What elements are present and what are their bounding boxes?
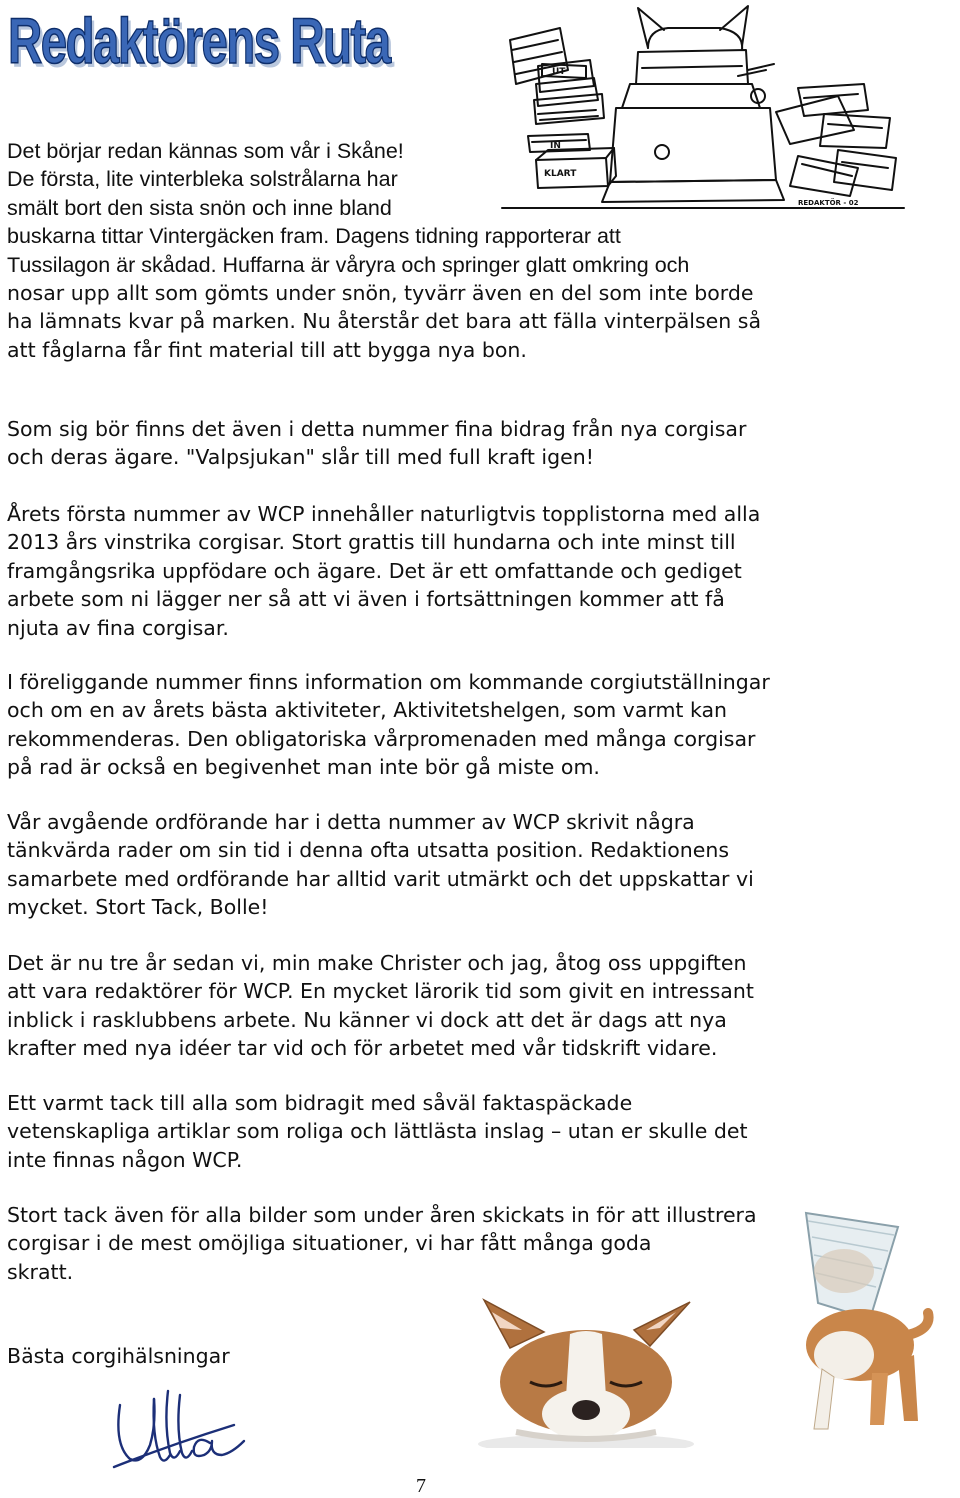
page-title: Redaktörens Ruta — [8, 5, 390, 77]
paragraph-1-line-2: De första, lite vinterbleka solstrålarna har — [7, 167, 398, 192]
paragraph-6-line-1: Det är nu tre år sedan vi, min make Christer och jag, åtog oss uppgiften — [7, 951, 747, 975]
paragraph-4-line-2: och om en av årets bästa aktiviteter, Aktivitetshelgen, som varmt kan — [7, 698, 728, 723]
paragraph-3-line-2: 2013 års vinstrika corgisar. Stort grattis till hundarna och inte minst till — [7, 530, 736, 555]
sleeping-corgi-photo — [470, 1298, 702, 1448]
paragraph-6 — [7, 949, 754, 1063]
paragraph-3-line-4: arbete som ni lägger ner så att vi även i fortsättningen kommer att få — [7, 587, 725, 612]
paragraph-3-line-3: framgångsrika uppfödare och ägare. Det är ett omfattande och gediget — [7, 558, 742, 583]
paragraph-5-line-3: samarbete med ordförande har alltid varit utmärkt och det uppskattar vi — [7, 866, 754, 891]
paragraph-6-line-4: krafter med nya idéer tar vid och för arbetet med vår tidskrift vidare. — [7, 1036, 718, 1061]
paragraph-5-line-1: Vår avgående ordförande har i detta nummer av WCP skrivit några — [7, 810, 695, 834]
paragraph-3-line-1: Årets första nummer av WCP innehåller naturligtvis topplistorna med alla — [7, 502, 761, 526]
paragraph-8-line-1: Stort tack även för alla bilder som under åren skickats in för att illustrera — [7, 1203, 757, 1227]
paragraph-1-line-8: att fåglarna får fint material till att bygga nya bon. — [7, 337, 527, 362]
closing-greeting: Bästa corgihälsningar — [7, 1344, 230, 1368]
paragraph-6-line-2: att vara redaktörer för WCP. En mycket lärorik tid som givit en intressant — [7, 979, 754, 1004]
signature-ulla — [110, 1385, 250, 1475]
paragraph-7 — [7, 1089, 748, 1174]
tray-label-in: IN — [550, 141, 561, 151]
paragraph-5-line-2: tänkvärda rader om sin tid i denna ofta utsatta position. Redaktionens — [7, 838, 730, 863]
page-number: 7 — [416, 1475, 426, 1497]
paragraph-1-line-7: ha lämnats kvar på marken. Nu återstår det bara att fälla vinterpälsen så — [7, 309, 762, 334]
paragraph-5-line-4: mycket. Stort Tack, Bolle! — [7, 895, 269, 920]
paragraph-8-line-2: corgisar i de mest omöjliga situationer, vi har fått många goda — [7, 1231, 652, 1256]
paragraph-1-line-6: nosar upp allt som gömts under snön, tyvärr även en del som inte borde — [7, 281, 754, 306]
paragraph-8-line-3: skratt. — [7, 1259, 74, 1284]
paragraph-4-line-3: rekommenderas. Den obligatoriska vårpromenaden med många corgisar — [7, 726, 756, 751]
illustration-caption: REDAKTÖR - 02 — [798, 199, 859, 207]
paragraph-7-line-2: vetenskapliga artiklar som roliga och lättlästa inslag – utan er skulle det — [7, 1119, 748, 1144]
paragraph-3 — [7, 500, 760, 642]
box-label-klart: KLART — [544, 169, 577, 179]
paragraph-2-line-2: och deras ägare. "Valpsjukan" slår till med full kraft igen! — [7, 445, 594, 470]
paragraph-4-line-4: på rad är också en begivenhet man inte bör gå miste om. — [7, 755, 600, 780]
paragraph-1-line-1: Det börjar redan kännas som vår i Skåne! — [7, 139, 404, 163]
paragraph-8 — [7, 1201, 757, 1286]
paragraph-2-line-1: Som sig bör finns det även i detta nummer fina bidrag från nya corgisar — [7, 417, 747, 441]
paragraph-5 — [7, 808, 754, 922]
corgi-cone-photo — [748, 1207, 934, 1435]
paragraph-7-line-3: inte finnas någon WCP. — [7, 1147, 243, 1172]
paragraph-6-line-3: inblick i rasklubbens arbete. Nu känner vi dock att det är dags att nya — [7, 1007, 727, 1032]
paragraph-1 — [7, 137, 761, 364]
paragraph-3-line-5: njuta av fina corgisar. — [7, 615, 229, 640]
paragraph-1-line-4: buskarna tittar Vintergäcken fram. Dagens tidning rapporterar att — [7, 224, 621, 249]
paragraph-1-line-3: smält bort den sista snön och inne bland — [7, 195, 392, 220]
paragraph-1-line-5: Tussilagon är skådad. Huffarna är våryra och springer glatt omkring och — [7, 252, 690, 277]
paragraph-2 — [7, 415, 746, 472]
paragraph-7-line-1: Ett varmt tack till alla som bidragit med såväl faktaspäckade — [7, 1091, 633, 1115]
paragraph-4-line-1: I föreliggande nummer finns information om kommande corgiutställningar — [7, 670, 770, 694]
paragraph-4 — [7, 668, 770, 782]
tray-label-ut: UT — [552, 67, 566, 77]
